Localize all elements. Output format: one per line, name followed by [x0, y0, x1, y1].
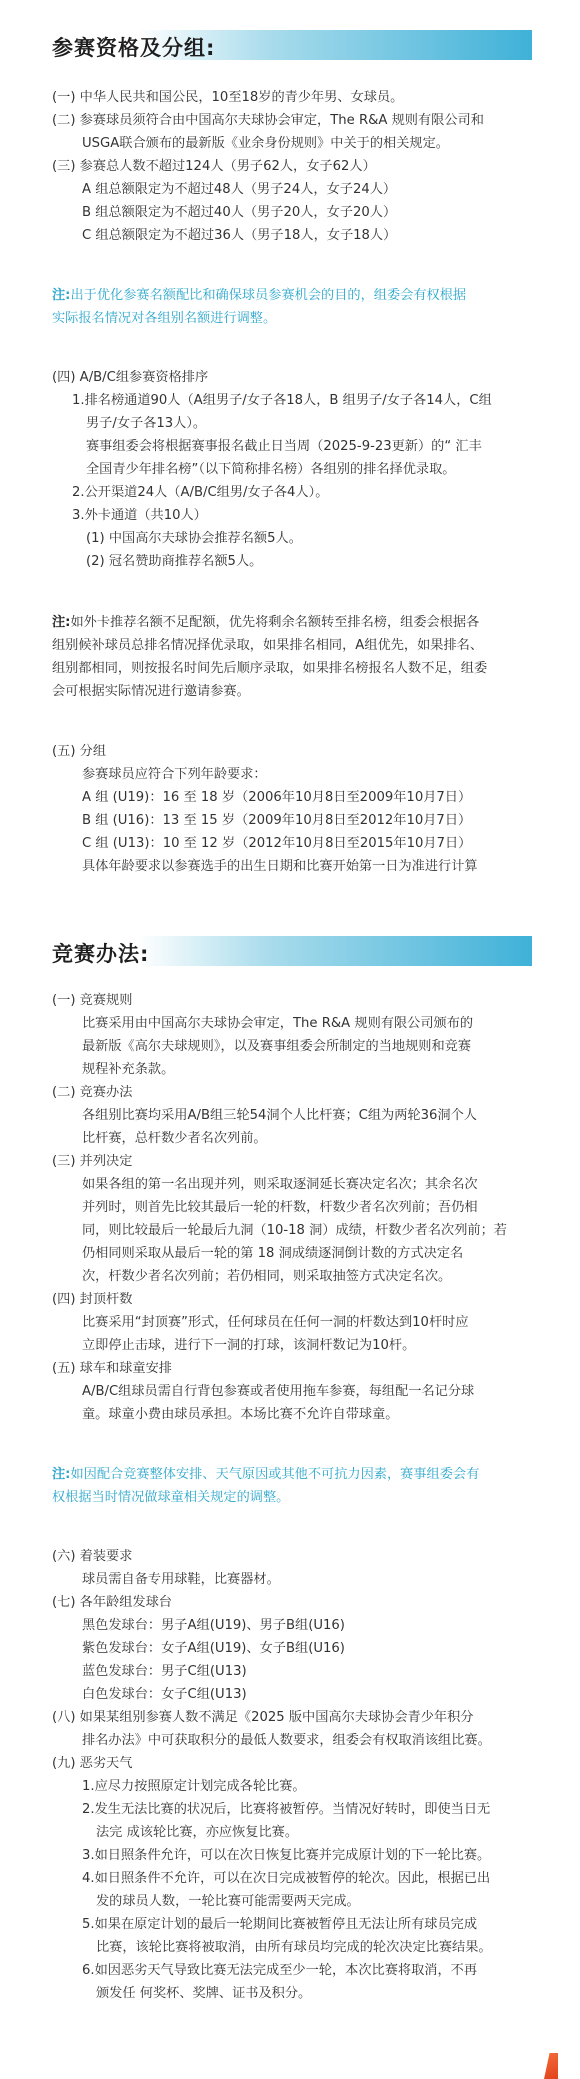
rule-line: (五) 球车和球童安排 [52, 1361, 172, 1376]
note-label: 注: [52, 288, 71, 303]
rule-line: 颁发任 何奖杯、奖牌、证书及积分。 [96, 1986, 312, 2001]
rule-line: (一) 竞赛规则 [52, 993, 133, 1008]
rule-line: 4.如日照条件不允许，可以在次日完成被暂停的轮次。因此，根据已出 [82, 1871, 491, 1886]
order-line: 1.排名榜通道90人（A组男子/女子各18人，B 组男子/女子各14人，C组 [72, 393, 492, 408]
rule-line: 排名办法》中可获取积分的最低人数要求，组委会有权取消该组比赛。 [82, 1733, 491, 1748]
eligibility-line: C 组总额限定为不超过36人（男子18人，女子18人） [82, 228, 397, 243]
note-text: 实际报名情况对各组别名额进行调整。 [52, 311, 277, 326]
eligibility-line: B 组总额限定为不超过40人（男子20人，女子20人） [82, 205, 397, 220]
group-line: A 组 (U19)：16 至 18 岁（2006年10月8日至2009年10月7日） [82, 790, 472, 805]
rule-line: 立即停止击球，进行下一洞的打球，该洞杆数记为10杆。 [82, 1338, 416, 1353]
rule-line: 各组别比赛均采用A/B组三轮54洞个人比杆赛；C组为两轮36洞个人 [82, 1108, 477, 1123]
eligibility-line: (二) 参赛球员须符合由中国高尔夫球协会审定，The R&A 规则有限公司和 [52, 113, 484, 128]
rule-line: 发的球员人数，一轮比赛可能需要两天完成。 [96, 1894, 360, 1909]
note-text: 出于优化参赛名额配比和确保球员参赛机会的目的，组委会有权根据 [70, 288, 467, 303]
rule-line: 如果各组的第一名出现并列，则采取逐洞延长赛决定名次；其余名次 [82, 1177, 478, 1192]
order-line: 2.公开渠道24人（A/B/C组男/女子各4人）。 [72, 485, 329, 500]
order-line: (2) 冠名赞助商推荐名额5人。 [86, 554, 263, 569]
order-line: 男子/女子各13人）。 [86, 416, 207, 431]
rule-line: 2.发生无法比赛的状况后，比赛将被暂停。当情况好转时，即使当日无 [82, 1802, 491, 1817]
note-text: 组别候补球员总排名情况择优录取，如果排名相同，A组优先，如果排名、 [52, 638, 484, 653]
section-title-competition: 竞赛办法: [52, 942, 150, 966]
rule-line: (九) 恶劣天气 [52, 1756, 133, 1771]
section-header-eligibility [52, 30, 532, 60]
order-line: 3.外卡通道（共10人） [72, 508, 207, 523]
note-text: 如外卡推荐名额不足配额，优先将剩余名额转至排名榜，组委会根据各 [70, 615, 480, 630]
note-text: 组别都相同，则按报名时间先后顺序录取，如果排名榜报名人数不足，组委 [52, 661, 488, 676]
note-label: 注: [52, 1467, 71, 1482]
rule-line: 次，杆数少者名次列前；若仍相同，则采取抽签方式决定名次。 [82, 1269, 452, 1284]
rule-line: (四) 封顶杆数 [52, 1292, 133, 1307]
rule-line: (三) 并列决定 [52, 1154, 133, 1169]
rule-line: (二) 竞赛办法 [52, 1085, 133, 1100]
rule-line: 并列时，则首先比较其最后一轮的杆数，杆数少者名次列前；吾仍相 [82, 1200, 478, 1215]
order-line: (四) A/B/C组参赛资格排序 [52, 370, 209, 385]
rule-line: 5.如果在原定计划的最后一轮期间比赛被暂停且无法让所有球员完成 [82, 1917, 478, 1932]
rule-line: 3.如日照条件允许，可以在次日恢复比赛并完成原计划的下一轮比赛。 [82, 1848, 491, 1863]
eligibility-line: A 组总额限定为不超过48人（男子24人，女子24人） [82, 182, 397, 197]
rule-line: 6.如因恶劣天气导致比赛无法完成至少一轮，本次比赛将取消，不再 [82, 1963, 478, 1978]
note-text: 如因配合竞赛整体安排、天气原因或其他不可抗力因素，赛事组委会有 [70, 1467, 480, 1482]
rule-line: (七) 各年龄组发球台 [52, 1595, 172, 1610]
eligibility-line: (一) 中华人民共和国公民，10至18岁的青少年男、女球员。 [52, 90, 404, 105]
group-line: B 组 (U16)：13 至 15 岁（2009年10月8日至2012年10月7日） [82, 813, 472, 828]
corner-decoration [544, 2053, 558, 2079]
rule-line: 球员需自备专用球鞋，比赛器材。 [82, 1572, 280, 1587]
rule-line: 比赛采用“封顶赛”形式，任何球员在任何一洞的杆数达到10杆时应 [82, 1315, 469, 1330]
rule-line: 法完 成该轮比赛，亦应恢复比赛。 [96, 1825, 299, 1840]
rule-line: 比赛，该轮比赛将被取消，由所有球员均完成的轮次决定比赛结果。 [96, 1940, 492, 1955]
rule-line: 白色发球台：女子C组(U13) [82, 1687, 247, 1702]
group-line: 具体年龄要求以参赛选手的出生日期和比赛开始第一日为准进行计算 [82, 859, 478, 874]
section-header-competition [52, 936, 532, 966]
rule-line: 比杆赛，总杆数少者名次列前。 [82, 1131, 267, 1146]
rule-line: 1.应尽力按照原定计划完成各轮比赛。 [82, 1779, 306, 1794]
rule-line: 童。球童小费由球员承担。本场比赛不允许自带球童。 [82, 1407, 399, 1422]
rule-line: 规程补充条款。 [82, 1062, 175, 1077]
eligibility-line: (三) 参赛总人数不超过124人（男子62人，女子62人） [52, 159, 376, 174]
rule-line: 比赛采用由中国高尔夫球协会审定，The R&A 规则有限公司颁布的 [82, 1016, 474, 1031]
rule-line: 黑色发球台：男子A组(U19)、男子B组(U16) [82, 1618, 345, 1633]
note-text: 权根据当时情况做球童相关规定的调整。 [52, 1490, 290, 1505]
group-line: (五) 分组 [52, 744, 107, 759]
group-line: C 组 (U13)：10 至 12 岁（2012年10月8日至2015年10月7日） [82, 836, 472, 851]
group-line: 参赛球员应符合下列年龄要求： [82, 767, 267, 782]
note-text: 会可根据实际情况进行邀请参赛。 [52, 684, 250, 699]
rule-line: 同，则比较最后一轮最后九洞（10-18 洞）成绩，杆数少者名次列前；若 [82, 1223, 507, 1238]
section-title-eligibility: 参赛资格及分组: [52, 36, 216, 60]
rule-line: 蓝色发球台：男子C组(U13) [82, 1664, 247, 1679]
order-line: 全国青少年排名榜”（以下简称排名榜）各组别的排名择优录取。 [86, 462, 456, 477]
rule-line: (八) 如果某组别参赛人数不满足《2025 版中国高尔夫球协会青少年积分 [52, 1710, 474, 1725]
rule-line: A/B/C组球员需自行背包参赛或者使用拖车参赛，每组配一名记分球 [82, 1384, 475, 1399]
note-label: 注: [52, 615, 71, 630]
rule-line: (六) 着装要求 [52, 1549, 133, 1564]
rule-line: 最新版《高尔夫球规则》，以及赛事组委会所制定的当地规则和竞赛 [82, 1039, 472, 1054]
order-line: 赛事组委会将根据赛事报名截止日当周（2025-9-23更新）的“ 汇丰 [86, 439, 482, 454]
order-line: (1) 中国高尔夫球协会推荐名额5人。 [86, 531, 302, 546]
rule-line: 仍相同则采取从最后一轮的第 18 洞成绩逐洞倒计数的方式决定名 [82, 1246, 464, 1261]
rule-line: 紫色发球台：女子A组(U19)、女子B组(U16) [82, 1641, 345, 1656]
eligibility-line: USGA联合颁布的最新版《业余身份规则》中关于的相关规定。 [82, 136, 449, 151]
